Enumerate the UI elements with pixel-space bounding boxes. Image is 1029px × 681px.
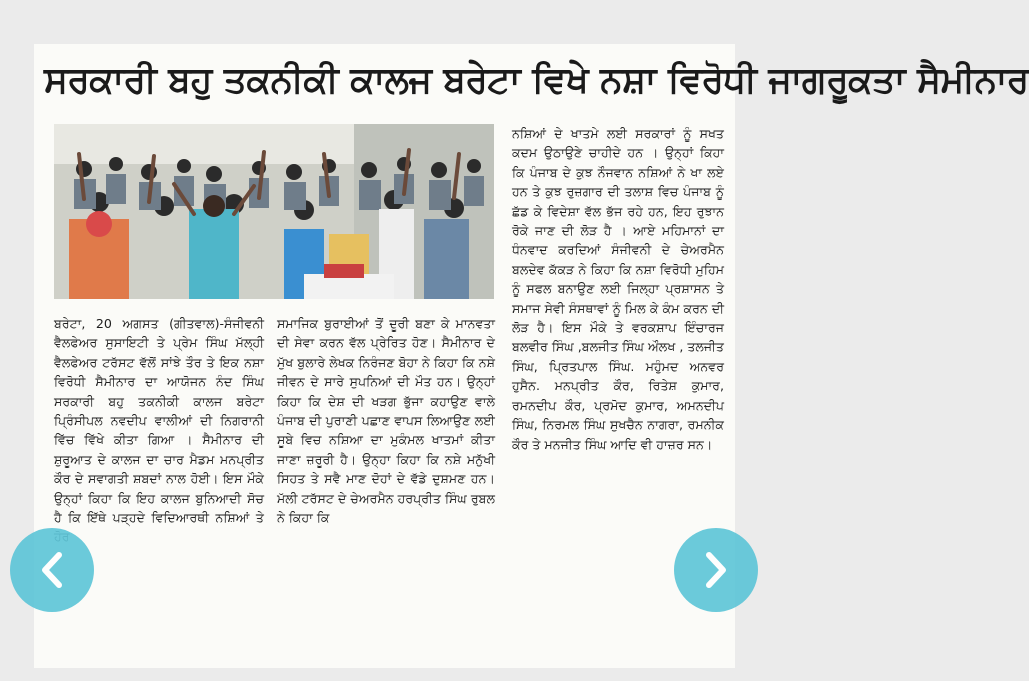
- seminar-photo[interactable]: [54, 124, 494, 299]
- article-column-3: ਨਸ਼ਿਆਂ ਦੇ ਖਾਤਮੇ ਲਈ ਸਰਕਾਰਾਂ ਨੂੰ ਸਖਤ ਕਦਮ ਉਠਾਉਣੇ ਚਾਹੀਦੇ ਹਨ । ਉਨ੍ਹਾਂ ਕਿਹਾ ਕਿ ਪੰਜਾਬ ਦੇ ਕੁਝ ਨੌਜਵਾਨ ਨਸ਼ਿਆਂ ਨੇ ਖਾ ਲਏ ਹਨ ਤੇ ਕੁਝ ਰੁਜ਼ਗਾਰ ਦੀ ਤਲਾਸ਼ ਵਿਚ ਪੰਜਾਬ ਨੂੰ ਛੱਡ ਕੇ ਵਿਦੇਸ਼ਾ ਵੱਲ ਭੱਜ ਰਹੇ ਹਨ, ਇਹ ਰੁਝਾਨ ਰੋਕੇ ਜਾਣ ਦੀ ਲੋੜ ਹੈ । ਆਏ ਮਹਿਮਾਨਾਂ ਦਾ ਧੰਨਵਾਦ ਕਰਦਿਆਂ ਸੰਜੀਵਨੀ ਦੇ ਚੇਅਰਮੈਨ ਬਲਦੇਵ ਕੱਕੜ ਨੇ ਕਿਹਾ ਕਿ ਨਸ਼ਾ ਵਿਰੋਧੀ ਮੁਹਿਮ ਨੂੰ ਸਫਲ ਬਨਾਉਣ ਲਈ ਜਿਲ੍ਹਾ ਪ੍ਰਸ਼ਾਸਨ ਤੇ ਸਮਾਜ ਸੇਵੀ ਸੰਸਥਾਵਾਂ ਨੂੰ ਮਿਲ ਕੇ ਕੰਮ ਕਰਨ ਦੀ ਲੋੜ ਹੈ। ਇਸ ਮੌਕੇ ਤੇ ਵਰਕਸ਼ਾਪ ਇੰਚਾਰਜ ਬਲਵੀਰ ਸਿੰਘ ,ਬਲਜੀਤ ਸਿੰਘ ਔਲਖ , ਤਲਜੀਤ ਸਿੰਘ, ਪ੍ਰਿਤਪਾਲ ਸਿੰਘ. ਮਹੁੰਮਦ ਅਨਵਰ ਹੁਸੈਨ. ਮਨਪ੍ਰੀਤ ਕੌਰ, ਰਿਤੇਸ਼ ਕੁਮਾਰ, ਰਮਨਦੀਪ ਕੌਰ, ਪ੍ਰਮੋਦ ਕੁਮਾਰ, ਅਮਨਦੀਪ ਸਿੰਘ, ਨਿਰਮਲ ਸਿੰਘ ਸੁਖਚੈਨ ਨਾਗਰਾ, ਰਮਨੀਕ ਕੌਰ ਤੇ ਮਨਜੀਤ ਸਿੰਘ ਆਦਿ ਵੀ ਹਾਜ਼ਰ ਸਨ।: [512, 126, 724, 452]
- article-column-1: ਬਰੇਟਾ, 20 ਅਗਸਤ (ਗੀਤਵਾਲ)-ਸੰਜੀਵਨੀ ਵੈਲਫੇਅਰ ਸੁਸਾਇਟੀ ਤੇ ਪ੍ਰੇਮ ਸਿੰਘ ਮੱਲ੍ਹੀ ਵੈਲਫੇਅਰ ਟਰੱਸਟ ਵੱਲੋਂ ਸਾਂਝੇ ਤੌਰ ਤੇ ਇਕ ਨਸ਼ਾ ਵਿਰੋਧੀ ਸੈਮੀਨਾਰ ਦਾ ਆਯੋਜਨ ਨੰਦ ਸਿੰਘ ਸਰਕਾਰੀ ਬਹੁ ਤਕਨੀਕੀ ਕਾਲਜ ਬਰੇਟਾ ਪ੍ਰਿੰਸੀਪਲ ਨਵਦੀਪ ਵਾਲੀਆਂ ਦੀ ਨਿਗਰਾਨੀ ਵਿੱਚ ਵਿੱਖੇ ਕੀਤਾ ਗਿਆ । ਸੈਮੀਨਾਰ ਦੀ ਸ਼ੁਰੂਆਤ ਦੇ ਕਾਲਜ ਦਾ ਚਾਰ ਮੈਡਮ ਮਨਪ੍ਰੀਤ ਕੌਰ ਦੇ ਸਵਾਗਤੀ ਸ਼ਬਦਾਂ ਨਾਲ ਹੋਈ। ਇਸ ਮੌਕੇ ਉਨ੍ਹਾਂ ਕਿਹਾ ਕਿ ਇਹ ਕਾਲਜ ਬੁਨਿਆਦੀ ਸੋਚ ਹੈ ਕਿ ਇੱਥੇ ਪੜ੍ਹਦੇ ਵਿਦਿਆਰਥੀ ਨਸ਼ਿਆਂ ਤੇ: [54, 316, 264, 526]
- chevron-left-icon: [37, 550, 67, 590]
- photo-illustration: [54, 124, 494, 299]
- chevron-right-icon: [701, 550, 731, 590]
- previous-button[interactable]: [10, 528, 94, 612]
- next-button[interactable]: [674, 528, 758, 612]
- article-headline: ਸਰਕਾਰੀ ਬਹੁ ਤਕਨੀਕੀ ਕਾਲਜ ਬਰੇਟਾ ਵਿਖੇ ਨਸ਼ਾ ਵਿਰੋਧੀ ਜਾਗਰੂਕਤਾ ਸੈਮੀਨਾਰ: [44, 60, 1029, 101]
- article-column-2: ਸਮਾਜਿਕ ਬੁਰਾਈਆਂ ਤੋਂ ਦੂਰੀ ਬਣਾ ਕੇ ਮਾਨਵਤਾ ਦੀ ਸੇਵਾ ਕਰਨ ਵੱਲ ਪ੍ਰੇਰਿਤ ਹੋਣ। ਸੈਮੀਨਾਰ ਦੇ ਮੁੱਖ ਬੁਲਾਰੇ ਲੇਖਕ ਨਿਰੰਜਣ ਬੋਹਾ ਨੇ ਕਿਹਾ ਕਿ ਨਸ਼ੇ ਜੀਵਨ ਦੇ ਸਾਰੇ ਸੁਪਨਿਆਂ ਦੀ ਮੌਤ ਹਨ। ਉਨ੍ਹਾਂ ਕਿਹਾ ਕਿ ਦੇਸ਼ ਦੀ ਖੜਗ ਭੁੱਜਾ ਕਹਾਉਣ ਵਾਲੇ ਪੰਜਾਬ ਦੀ ਪੁਰਾਣੀ ਪਛਾਣ ਵਾਪਸ ਲਿਆਉਣ ਲਈ ਸੂਬੇ ਵਿਚ ਨਸ਼ਿਆ ਦਾ ਮੁਕੰਮਲ ਖਾਤਮਾਂ ਕੀਤਾ ਜਾਣਾ ਜ਼ਰੂਰੀ ਹੈ। ਉਨ੍ਹਾ ਕਿਹਾ ਕਿ ਨਸ਼ੇ ਮਨੁੱਖੀ ਸਿਹਤ ਤੇ ਸਵੈ ਮਾਣ ਦੋਹਾਂ ਦੇ ਵੱਡੇ ਦੁਸ਼ਮਣ ਹਨ। ਮੱਲੀ ਟਰੱਸਟ ਦੇ ਚੇਅਰਮੈਨ ਹਰਪ੍ਰੀਤ ਸਿੰਘ ਰੁਬਲ ਨੇ ਕਿਹਾ ਕਿ: [277, 316, 495, 526]
